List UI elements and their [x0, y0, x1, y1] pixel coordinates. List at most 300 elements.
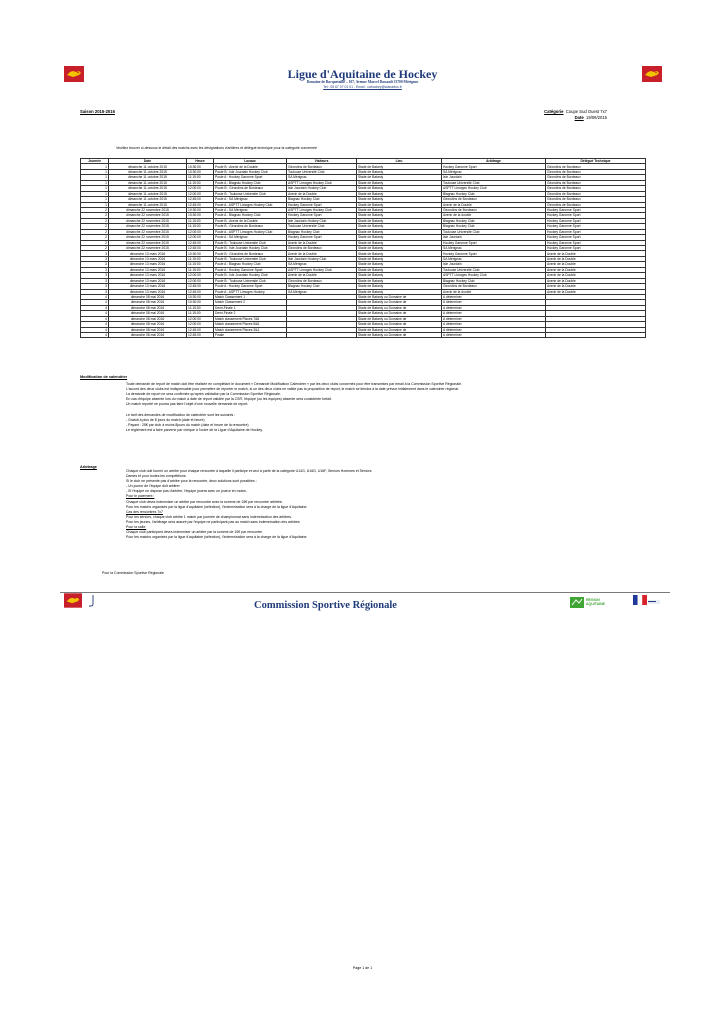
table-cell: Hockey Garonne Sport	[546, 246, 646, 251]
table-cell: 10:30:00	[187, 213, 214, 218]
column-header: Date	[109, 159, 187, 164]
table-cell: Blagnac Hockey Club	[287, 229, 357, 234]
table-cell: Demi-Finale 2	[214, 311, 287, 316]
table-cell: Avenir de la Double	[287, 191, 357, 196]
table-cell: Poule B : Avenir de la Double	[214, 218, 287, 223]
table-cell: Isle Jourdain Hockey Club	[287, 256, 357, 261]
table-cell: SA Mérignac	[442, 256, 546, 261]
column-header: Arbitrage	[442, 159, 546, 164]
table-cell: Avenir de la Double	[546, 284, 646, 289]
season-label: Saison 2015-2016	[80, 109, 115, 114]
table-cell: Stade de Bataniy	[357, 213, 442, 218]
table-cell: Avenir de la Double	[287, 240, 357, 245]
table-cell: 1	[81, 202, 109, 207]
text-line: Pour le paiement :	[126, 494, 155, 499]
table-cell: Stade de Bataniy	[357, 256, 442, 261]
table-cell: ASPTT Limoges Hockey Club	[287, 180, 357, 185]
table-cell: dimanche 22 novembre 2015	[109, 224, 187, 229]
modification-title: Modification de calendrier	[80, 375, 128, 379]
table-cell: Avenir de la Double	[287, 273, 357, 278]
table-cell: Hockey Garonne Sport	[442, 251, 546, 256]
table-cell: Hockey Garonne Sport	[442, 164, 546, 169]
table-cell: Stade de Bataniy	[357, 251, 442, 256]
table-row	[81, 197, 646, 202]
table-cell: Hockey Garonne Sport	[287, 235, 357, 240]
table-cell: 4	[81, 333, 109, 338]
table-cell: Toulouse Université Club	[442, 229, 546, 234]
text-line: Chaque club doit fournir un arbitre pour chaque rencontre à laquelle il participe et ceci à partir de la catégorie U14G, U16G, U16F, Séniors Hommes et Séniors	[126, 469, 372, 473]
table-cell: Stade de Bataniy ou Domaine de	[357, 305, 442, 310]
table-cell: 12:00:00	[187, 322, 214, 327]
text-line: Dames et pour toutes les compétitions.	[126, 474, 187, 479]
table-cell: Poule A : Blagnac Hockey Club	[214, 180, 287, 185]
aquitaine-crest-icon	[64, 593, 82, 608]
table-row	[81, 333, 646, 338]
table-cell: dimanche 22 novembre 2015	[109, 213, 187, 218]
table-cell: 2	[81, 224, 109, 229]
table-cell: Poule B : Avenir de la Double	[214, 164, 287, 169]
table-cell: 1	[81, 191, 109, 196]
table-cell: Blagnac Hockey Club	[442, 218, 546, 223]
table-cell: Poule B : Isle Jourdain Hockey Club	[214, 169, 287, 174]
table-cell: 12:45:00	[187, 197, 214, 202]
table-cell: dimanche 13 mars 2016	[109, 256, 187, 261]
table-cell: dimanche 11 octobre 2015	[109, 186, 187, 191]
table-cell: Girondins de Bordeaux	[287, 164, 357, 169]
table-cell: SA Mérignac	[287, 262, 357, 267]
text-line: - Un joueur de l'équipe doit arbitrer	[126, 484, 180, 489]
table-cell: Hockey Garonne Sport	[546, 213, 646, 218]
table-cell: Poule B : Toulouse Université Club	[214, 240, 287, 245]
table-cell: Stade de Bataniy ou Domaine de	[357, 333, 442, 338]
table-cell: dimanche 08 mai 2016	[109, 322, 187, 327]
table-cell: 12:00:00	[187, 229, 214, 234]
table-cell: 12:45:00	[187, 246, 214, 251]
table-cell: 3	[81, 278, 109, 283]
table-cell: Isle Jourdain	[442, 235, 546, 240]
table-cell: Stade de Bataniy	[357, 246, 442, 251]
table-cell: Stade de Bataniy	[357, 191, 442, 196]
table-cell: Stade de Bataniy ou Domaine de	[357, 294, 442, 299]
table-cell: 12:00:00	[187, 316, 214, 321]
text-line: Pour les matchs organisés par la ligue d'aquitaine (sélection), l'indemnisation sera à la charge de la ligue d'Aquitaine.	[126, 504, 308, 509]
table-cell: Match classement Places 7&8	[214, 316, 287, 321]
table-cell: Match classement Places 3&4	[214, 327, 287, 332]
modification-text	[126, 382, 626, 433]
table-cell: Stade de Bataniy	[357, 273, 442, 278]
table-cell: Stade de Bataniy	[357, 289, 442, 294]
table-cell: 2	[81, 235, 109, 240]
table-cell: Poule B : Isle Jourdain Hockey Club	[214, 273, 287, 278]
table-cell: 4	[81, 316, 109, 321]
table-cell: 3	[81, 256, 109, 261]
text-line: Chaque club participant devra indemniser un arbitre par la somme de 10€ par rencontre.	[126, 530, 263, 535]
table-cell: dimanche 11 octobre 2015	[109, 191, 187, 196]
table-cell: Poule B : Toulouse Université Club	[214, 278, 287, 283]
table-cell: dimanche 11 octobre 2015	[109, 175, 187, 180]
table-cell: 12:45:00	[187, 202, 214, 207]
table-cell: ASPTT Limoges Hockey Club	[287, 207, 357, 212]
table-cell: A déterminer	[442, 333, 546, 338]
table-cell: Demi-Finale 1	[214, 305, 287, 310]
ministry-logo	[648, 598, 660, 606]
table-cell: Girondins de Bordeaux	[546, 175, 646, 180]
table-cell: Poule A : SA Mérignac	[214, 197, 287, 202]
text-line: Pour les jeunes, l'arbitrage sera assuré par l'équipe ne participant pas au match sans indemnisation des arbitres	[126, 519, 300, 524]
table-cell: dimanche 22 novembre 2015	[109, 235, 187, 240]
table-cell: Girondins de Bordeaux	[442, 284, 546, 289]
table-cell: dimanche 22 novembre 2015	[109, 218, 187, 223]
table-cell: Avenir de la Double	[546, 267, 646, 272]
table-cell: 10:30:00	[187, 169, 214, 174]
table-cell: Stade de Bataniy	[357, 175, 442, 180]
table-cell: Girondins de Bordeaux	[546, 202, 646, 207]
table-cell: Girondins de Bordeaux	[546, 191, 646, 196]
text-line: La demande de report ne sera confirmée qu'après validation par la Commission Sportive Régionale.	[126, 392, 281, 397]
table-cell: Girondins de Bordeaux	[546, 197, 646, 202]
table-cell: Hockey Garonne Sport	[546, 240, 646, 245]
table-cell: dimanche 08 mai 2016	[109, 311, 187, 316]
table-cell: 4	[81, 322, 109, 327]
table-cell: Stade de Bataniy ou Domaine de	[357, 327, 442, 332]
table-cell: 11:15:00	[187, 311, 214, 316]
table-cell: dimanche 13 mars 2016	[109, 289, 187, 294]
table-cell: dimanche 08 mai 2016	[109, 300, 187, 305]
table-cell: Stade de Bataniy	[357, 164, 442, 169]
table-cell: SA Mérignac	[442, 246, 546, 251]
table-cell: 10:30:00	[187, 251, 214, 256]
table-cell: Stade de Bataniy	[357, 278, 442, 283]
text-line: Le tarif des demandes de modification de calendrier sont les suivants :	[126, 412, 236, 417]
table-cell: 3	[81, 267, 109, 272]
page-number: Page 1 de 1	[352, 966, 373, 970]
table-row	[81, 229, 646, 234]
table-cell: Girondins de Bordeaux	[442, 207, 546, 212]
table-cell: Blagnac Hockey Club	[287, 284, 357, 289]
column-header: Délégué Technique	[546, 159, 646, 164]
table-cell: dimanche 08 mai 2016	[109, 305, 187, 310]
table-cell: Hockey Garonne Sport	[546, 224, 646, 229]
table-cell: 11:15:00	[187, 256, 214, 261]
french-republic-logo	[633, 595, 647, 605]
table-cell: Toulouse Université Club	[287, 224, 357, 229]
table-cell: 1	[81, 175, 109, 180]
table-cell: Avenir de la Double	[546, 289, 646, 294]
text-line: Le règlement est à faire parvenir par chèque à l'ordre de la Ligue d'Aquitaine de Hockey.	[126, 427, 263, 432]
intro-text: Veuillez trouver ci-dessous le détail des matchs avec les désignations d'arbitres et délégué technique pour la catégorie concernée	[116, 146, 318, 150]
table-cell: ASPTT Limoges Hockey Club	[442, 273, 546, 278]
table-cell: Poule A : Hockey Garonne Sport	[214, 284, 287, 289]
table-cell: Blagnac Hockey Club	[442, 191, 546, 196]
table-cell	[287, 333, 357, 338]
table-cell: dimanche 13 mars 2016	[109, 262, 187, 267]
table-cell: Hockey Garonne Sport	[287, 213, 357, 218]
table-cell: Avenir de la Double	[546, 273, 646, 278]
table-cell: Stade de Bataniy	[357, 169, 442, 174]
table-cell: dimanche 11 octobre 2015	[109, 164, 187, 169]
table-cell: SA Mérignac	[287, 175, 357, 180]
table-cell: ASPTT Limoges Hockey Club	[287, 267, 357, 272]
table-cell: Stade de Bataniy	[357, 284, 442, 289]
table-cell: 2	[81, 207, 109, 212]
table-cell: A déterminer	[442, 294, 546, 299]
table-cell: dimanche 08 mai 2016	[109, 316, 187, 321]
table-cell: 1	[81, 164, 109, 169]
table-cell: SA Mérignac	[442, 169, 546, 174]
table-cell: Avenir de la Double	[546, 278, 646, 283]
table-cell: Poule A : Hockey Garonne Sport	[214, 175, 287, 180]
table-row	[81, 224, 646, 229]
table-cell: Stade de Bataniy ou Domaine de	[357, 300, 442, 305]
table-cell: 11:15:00	[187, 267, 214, 272]
table-cell: SA Mérignac	[287, 289, 357, 294]
table-cell: Stade de Bataniy	[357, 229, 442, 234]
column-header: Journée	[81, 159, 109, 164]
table-cell: 4	[81, 294, 109, 299]
text-line: Toute demande de report de match doit être réalisée en complétant le document « Demande Modification Calendrier » par les deux clubs concernés pour être transmises par email à la Commission Sportive Régionale.	[126, 382, 462, 386]
table-cell: 1	[81, 169, 109, 174]
table-cell: dimanche 08 mai 2016	[109, 333, 187, 338]
table-cell: dimanche 13 mars 2016	[109, 284, 187, 289]
table-cell: A déterminer	[442, 311, 546, 316]
hockey-stick-icon	[86, 594, 100, 608]
league-address: Domaine de Rocquetaille – 107, Avenue Marcel Dassault 33700 Mérignac	[306, 80, 419, 84]
arbitrage-text	[126, 469, 626, 540]
table-cell: Poule B : Girondins de Bordeaux	[214, 251, 287, 256]
table-cell: Stade de Bataniy	[357, 197, 442, 202]
table-cell: A déterminer	[442, 305, 546, 310]
table-cell: Poule B : Toulouse Université Club	[214, 191, 287, 196]
table-cell: Girondins de Bordeaux	[546, 180, 646, 185]
table-cell: Poule B : Toulouse Université Club	[214, 256, 287, 261]
table-body	[81, 164, 646, 338]
table-cell: A déterminer	[442, 316, 546, 321]
table-cell: 10:30:00	[187, 294, 214, 299]
footer-title: Commission Sportive Régionale	[254, 600, 397, 611]
table-cell: Girondins de Bordeaux	[287, 246, 357, 251]
table-cell: dimanche 11 octobre 2015	[109, 180, 187, 185]
text-line: Si le club ne présente pas d'arbitre pour la rencontre, deux solutions sont possibles :	[126, 479, 257, 484]
table-cell: 12:00:00	[187, 273, 214, 278]
table-cell: 10:30:00	[187, 207, 214, 212]
table-cell: Poule A : Blagnac Hockey Club	[214, 213, 287, 218]
text-line: Pour les séniors, chaque club arbitre 1 match par journée de championnat sans indemnisation des arbitres.	[126, 514, 292, 519]
table-row	[81, 180, 646, 185]
table-row	[81, 207, 646, 212]
table-cell: Toulouse Université Club	[287, 169, 357, 174]
table-cell: Match Classement 1	[214, 294, 287, 299]
table-cell: Poule B : Isle Jourdain Hockey Club	[214, 246, 287, 251]
table-row	[81, 191, 646, 196]
table-cell: Avenir de la double	[442, 289, 546, 294]
table-cell	[546, 333, 646, 338]
date-row: Date 19/09/2015	[574, 115, 607, 120]
matches-table	[80, 158, 646, 338]
table-cell: 12:00:00	[187, 278, 214, 283]
table-cell: dimanche 22 novembre 2015	[109, 229, 187, 234]
arbitrage-title: Arbitrage	[80, 465, 97, 469]
table-cell: dimanche 22 novembre 2015	[109, 240, 187, 245]
category-row: Catégorie Coupe Sud Ouest 7x7	[544, 109, 607, 114]
table-cell: Isle Jourdain	[442, 262, 546, 267]
table-cell: Poule A : ASPTT Limoges Hockey	[214, 289, 287, 294]
table-cell: Stade de Bataniy	[357, 186, 442, 191]
table-cell: Avenir de la Double	[287, 251, 357, 256]
table-cell: 3	[81, 251, 109, 256]
table-cell: Girondins de Bordeaux	[546, 164, 646, 169]
table-cell: A déterminer	[442, 327, 546, 332]
table-cell: 12:45:00	[187, 284, 214, 289]
table-row	[81, 186, 646, 191]
table-cell: 1	[81, 186, 109, 191]
table-cell: dimanche 22 novembre 2015	[109, 246, 187, 251]
table-cell: Blagnac Hockey Club	[287, 197, 357, 202]
table-cell: Poule A : ASPTT Limoges Hockey Club	[214, 202, 287, 207]
text-line: Pour la salle:	[126, 525, 147, 530]
table-cell: 2	[81, 218, 109, 223]
table-cell: Match classement Places 5&6	[214, 322, 287, 327]
table-cell: 2	[81, 213, 109, 218]
table-cell: 11:15:00	[187, 224, 214, 229]
table-cell: 11:15:00	[187, 218, 214, 223]
table-cell: Girondins de Bordeaux	[287, 278, 357, 283]
table-cell: Stade de Bataniy	[357, 218, 442, 223]
table-cell: 12:00:00	[187, 235, 214, 240]
table-cell: 11:15:00	[187, 180, 214, 185]
league-contact[interactable]: Tel : 05 67 07 01 01 - Email : cahockey@wanadoo.fr	[323, 85, 402, 89]
table-cell: 4	[81, 300, 109, 305]
table-cell: Isle Jourdain Hockey Club	[287, 186, 357, 191]
table-cell: 4	[81, 311, 109, 316]
table-cell: 12:45:00	[187, 333, 214, 338]
table-cell: Hockey Garonne Sport	[546, 229, 646, 234]
table-cell: Blagnac Hockey Club	[442, 278, 546, 283]
table-cell: Hockey Garonne Sport	[546, 207, 646, 212]
table-cell: Stade de Bataniy	[357, 267, 442, 272]
table-cell: 12:00:00	[187, 191, 214, 196]
column-header: Visiteurs	[287, 159, 357, 164]
table-cell: Stade de Bataniy ou Domaine de	[357, 322, 442, 327]
table-cell: Finale	[214, 333, 287, 338]
table-cell: 11:15:00	[187, 175, 214, 180]
table-cell: Poule A : Hockey Garonne Sport	[214, 267, 287, 272]
table-cell: Isle Jourdain	[442, 175, 546, 180]
footer-divider	[60, 592, 670, 593]
table-cell: Toulouse Université Club	[442, 267, 546, 272]
table-cell: Stade de Bataniy	[357, 240, 442, 245]
table-row	[81, 246, 646, 251]
table-cell: 12:45:00	[187, 240, 214, 245]
table-cell: Match Classement 2	[214, 300, 287, 305]
table-cell: dimanche 13 mars 2016	[109, 267, 187, 272]
table-cell: dimanche 11 octobre 2015	[109, 202, 187, 207]
table-row	[81, 240, 646, 245]
text-line: En cas d'équipe absente lors du match à date de report validée par la CSR, l'équipe (ou les équipes) absente sera considérée forfait.	[126, 397, 332, 402]
table-cell: 2	[81, 240, 109, 245]
table-cell: Hockey Garonne Sport	[442, 240, 546, 245]
table-cell: 11:15:00	[187, 305, 214, 310]
table-cell: 12:00:00	[187, 186, 214, 191]
table-cell: Blagnac Hockey Club	[442, 224, 546, 229]
table-row	[81, 169, 646, 174]
table-cell: 3	[81, 284, 109, 289]
table-cell: Poule A : SA Mérignac	[214, 207, 287, 212]
table-cell: Avenir de la Double	[546, 251, 646, 256]
table-cell: dimanche 13 mars 2016	[109, 278, 187, 283]
table-row	[81, 213, 646, 218]
table-cell: A déterminer	[442, 322, 546, 327]
table-row	[81, 218, 646, 223]
table-cell: Stade de Bataniy ou Domaine de	[357, 311, 442, 316]
table-cell: 2	[81, 229, 109, 234]
table-cell: 4	[81, 327, 109, 332]
table-cell: Avenir de la Double	[442, 202, 546, 207]
table-cell: 12:45:00	[187, 327, 214, 332]
table-cell: Stade de Bataniy ou Domaine de	[357, 316, 442, 321]
table-cell: Poule B : Girondins de Bordeaux	[214, 224, 287, 229]
table-cell: 11:15:00	[187, 262, 214, 267]
table-cell: Stade de Bataniy	[357, 262, 442, 267]
table-cell: Isle Jourdain Hockey Club	[287, 218, 357, 223]
table-cell: Avenir de la Double	[546, 262, 646, 267]
closing-text: Pour la Commission Sportive Régionale	[102, 571, 164, 575]
table-cell: dimanche 22 novembre 2015	[109, 207, 187, 212]
table-cell: 3	[81, 262, 109, 267]
table-cell: Hockey Garonne Sport	[546, 218, 646, 223]
table-cell: Girondins de Bordeaux	[546, 186, 646, 191]
table-cell: 12:45:00	[187, 289, 214, 294]
text-line: Un match reporté ne pourra pas faire l'objet d'une nouvelle demande de report.	[126, 402, 249, 407]
table-cell: Poule A : SA Mérignac	[214, 235, 287, 240]
table-row	[81, 202, 646, 207]
table-cell: Avenir de la Double	[546, 256, 646, 261]
column-header: Lieu	[357, 159, 442, 164]
table-cell: Poule A : ASPTT Limoges Hockey Club	[214, 229, 287, 234]
text-line: L'accord des deux clubs est indispensable pour permettre de reporter le match, si un des deux clubs ne valide pas la proposition de report, le match se tiendra à la date prévue initialement dans le calendrier régional.	[126, 387, 459, 392]
table-cell: ASPTT Limoges Hockey Club	[442, 186, 546, 191]
table-cell: Stade de Bataniy	[357, 207, 442, 212]
column-header: Heure	[187, 159, 214, 164]
table-row	[81, 175, 646, 180]
table-cell: 1	[81, 180, 109, 185]
text-line: - Gratuit à plus de 8 jours du match (date et heure)	[126, 417, 205, 422]
table-cell: 10:30:00	[187, 300, 214, 305]
table-cell: Poule B : Girondins de Bordeaux	[214, 186, 287, 191]
table-cell: Stade de Bataniy	[357, 224, 442, 229]
table-cell: Stade de Bataniy	[357, 180, 442, 185]
table-cell: dimanche 13 mars 2016	[109, 273, 187, 278]
table-cell: dimanche 13 mars 2016	[109, 251, 187, 256]
text-line: - Payant : 25€ par club à moins 8jours du match (date et heure de la rencontre)	[126, 422, 249, 427]
table-cell: Poule A : Blagnac Hockey Club	[214, 262, 287, 267]
table-cell: Toulouse Université Club	[442, 180, 546, 185]
table-cell: 3	[81, 273, 109, 278]
table-cell: Stade de Bataniy	[357, 202, 442, 207]
table-cell: dimanche 11 octobre 2015	[109, 169, 187, 174]
table-cell: Avenir de la double	[442, 213, 546, 218]
text-line: Cas des rencontres 7x7	[126, 509, 163, 514]
table-cell: Hockey Garonne Sport	[287, 202, 357, 207]
table-cell: 10:30:00	[187, 164, 214, 169]
text-line: - Si l'équipe ne dispose pas d'arbitre, l'équipe jouera avec un joueur en moins.	[126, 489, 247, 494]
table-cell: 2	[81, 246, 109, 251]
table-row	[81, 164, 646, 169]
league-title: Ligue d'Aquitaine de Hockey	[287, 67, 438, 81]
table-cell: dimanche 08 mai 2016	[109, 294, 187, 299]
table-cell: Hockey Garonne Sport	[546, 235, 646, 240]
table-row	[81, 235, 646, 240]
column-header: Locaux	[214, 159, 287, 164]
